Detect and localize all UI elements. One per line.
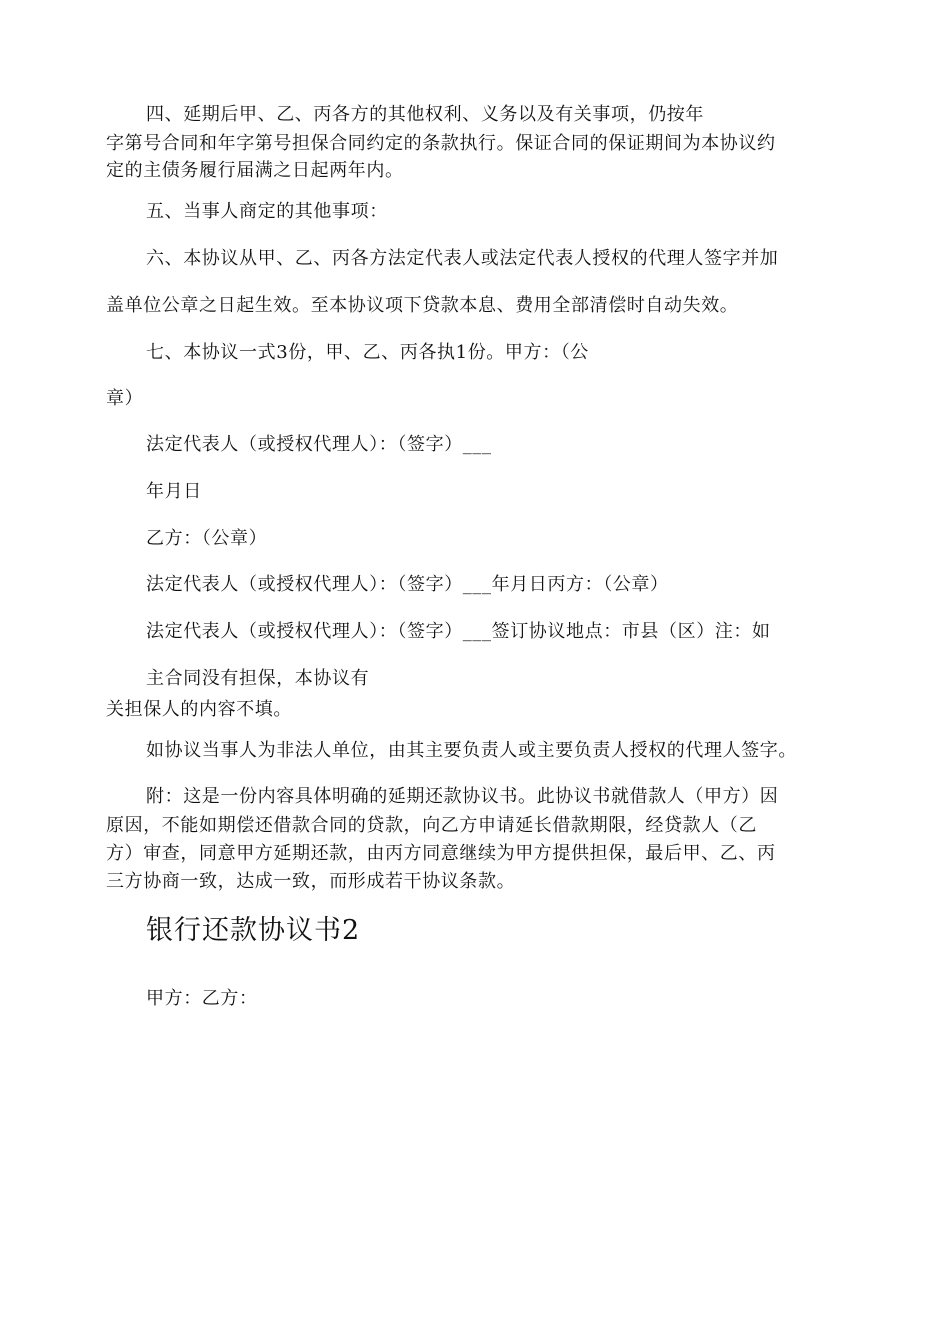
clause-5: 五、当事人商定的其他事项： <box>146 201 388 222</box>
appendix-line-1: 附：这是一份内容具体明确的延期还款协议书。此协议书就借款人（甲方）因 <box>146 786 779 807</box>
clause-4-line-2: 字第号合同和年字第号担保合同约定的条款执行。保证合同的保证期间为本协议约 <box>106 133 776 154</box>
note-line-1: 主合同没有担保，本协议有 <box>146 668 370 689</box>
party-a-representative: 法定代表人（或授权代理人）：（签字）___ <box>146 434 492 455</box>
party-a-date: 年月日 <box>146 481 202 502</box>
appendix-line-4: 三方协商一致，达成一致，而形成若干协议条款。 <box>106 871 516 892</box>
clause-6-line-2: 盖单位公章之日起生效。至本协议项下贷款本息、费用全部清偿时自动失效。 <box>106 295 739 316</box>
clause-7-line-1: 七、本协议一式3份，甲、乙、丙各执1份。甲方：（公 <box>146 342 589 363</box>
party-b-seal: 乙方：（公章） <box>146 528 268 549</box>
party-c-representative: 法定代表人（或授权代理人）：（签字）___签订协议地点：市县（区）注：如 <box>146 621 771 642</box>
clause-6-line-1: 六、本协议从甲、乙、丙各方法定代表人或法定代表人授权的代理人签字并加 <box>146 248 779 269</box>
clause-4-line-1: 四、延期后甲、乙、丙各方的其他权利、义务以及有关事项，仍按年 <box>146 104 704 125</box>
section-heading: 银行还款协议书2 <box>146 915 361 946</box>
party-b-representative: 法定代表人（或授权代理人）：（签字）___年月日丙方：（公章） <box>146 574 669 595</box>
clause-7-line-2: 章） <box>106 388 144 409</box>
parties-line: 甲方：乙方： <box>146 988 258 1009</box>
note-line-2: 关担保人的内容不填。 <box>106 699 292 720</box>
clause-4-line-3: 定的主债务履行届满之日起两年内。 <box>106 160 404 181</box>
appendix-line-3: 方）审查，同意甲方延期还款，由丙方同意继续为甲方提供担保，最后甲、乙、丙 <box>106 843 776 864</box>
appendix-line-2: 原因，不能如期偿还借款合同的贷款，向乙方申请延长借款期限，经贷款人（乙 <box>106 815 757 836</box>
non-legal-entity-note: 如协议当事人为非法人单位，由其主要负责人或主要负责人授权的代理人签字。 <box>146 740 797 761</box>
